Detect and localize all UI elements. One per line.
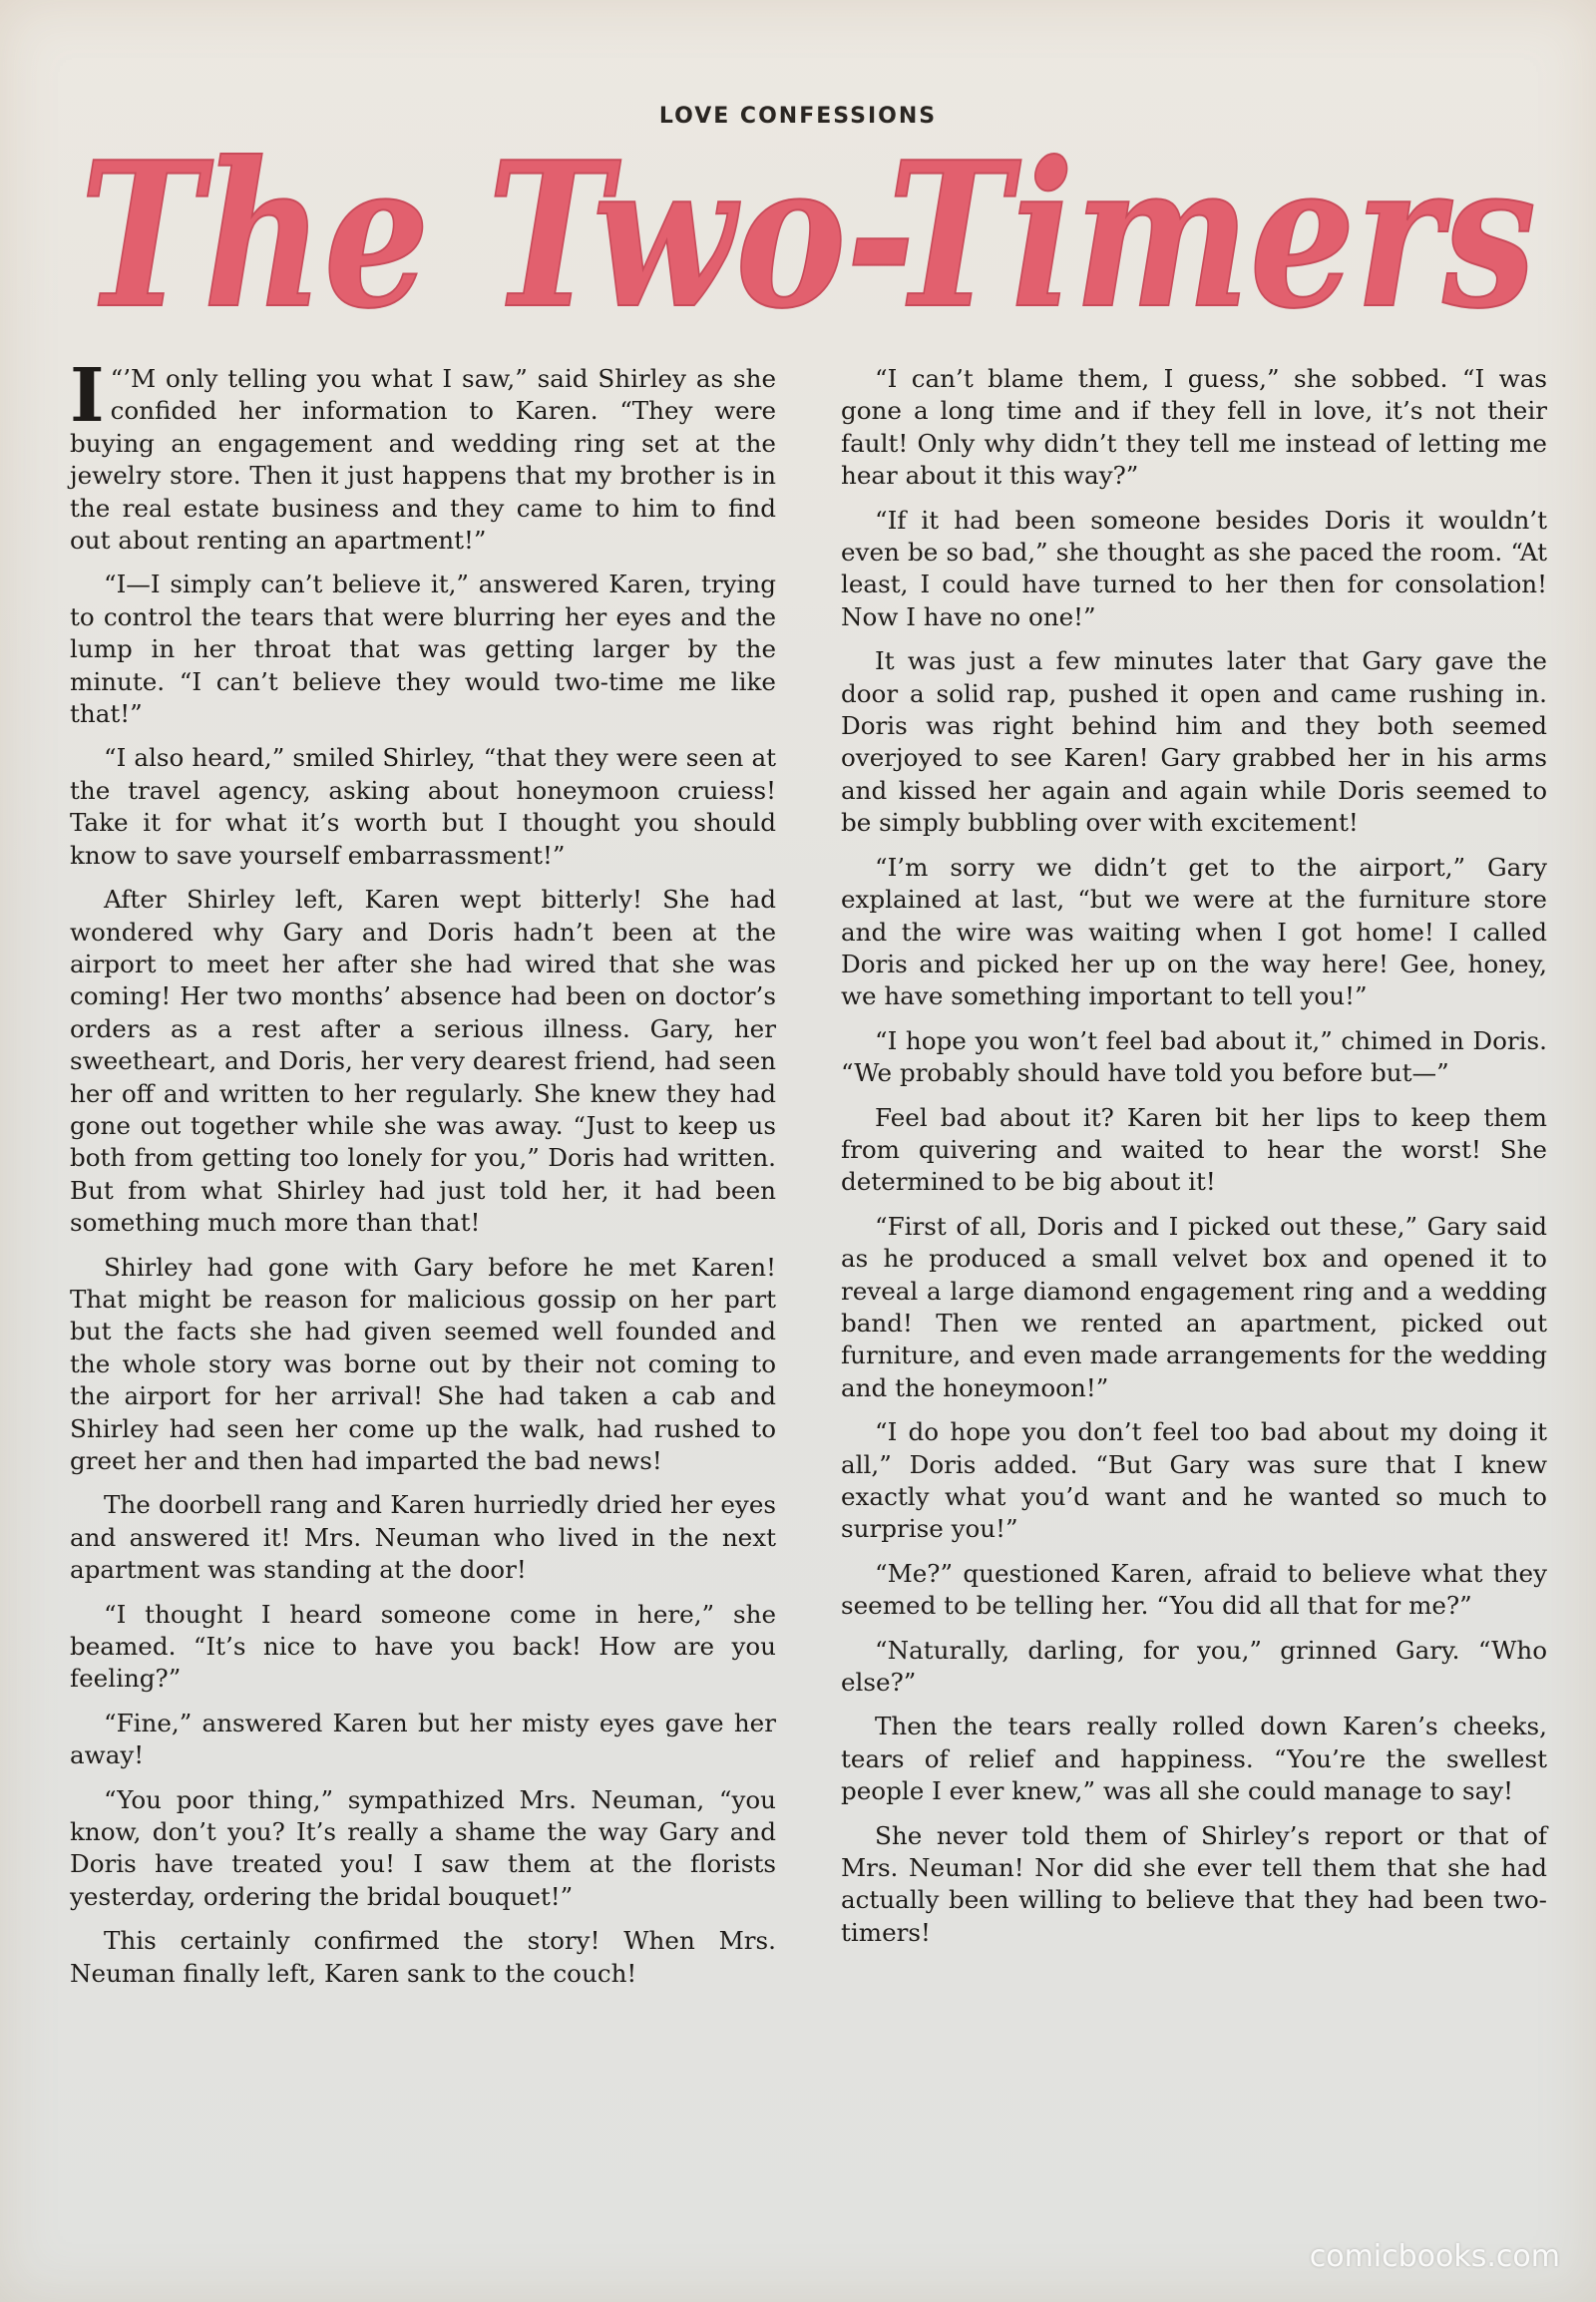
story-title (70, 116, 1546, 345)
drop-cap: I (70, 353, 105, 439)
article-paragraph: She never told them of Shirley’s report or that of Mrs. Neuman! Nor did she ever tell them that she had actually been willing to believe that they had been two-timers! (841, 1820, 1547, 1947)
article-paragraph: “If it had been someone besides Doris it wouldn’t even be so bad,” she thought as she paced the room. “At least, I could have turned to her then for consolation! Now I have no one!” (841, 505, 1547, 631)
article-column-right (841, 363, 1547, 1961)
article-paragraph: It was just a few minutes later that Gary gave the door a solid rap, pushed it open and came rushing in. Doris was right behind him and they both seemed overjoyed to see Karen! Gary grabbed her in his arms and kissed her again and again while Doris seemed to be simply bubbling over with excitement! (841, 646, 1547, 838)
article-paragraph: “ I ’M only telling you what I saw,” said Shirley as she confided her information to Karen. “They were buying an engagement and wedding ring set at the jewelry store. Then it just happens that my brother is in the real estate business and they came to him to find out about renting an apartment!” (70, 353, 776, 556)
article-paragraph: Then the tears really rolled down Karen’s cheeks, tears of relief and happiness. “You’re the swellest people I ever knew,” was all she could manage to say! (841, 1712, 1547, 1806)
article-paragraph: “I’m sorry we didn’t get to the airport,” Gary explained at last, “but we were at the furniture store and the wire was waiting when I got home! I called Doris and picked her up on the way here! Gee, honey, we have something important to tell you!” (841, 852, 1547, 1011)
article-paragraph: “I also heard,” smiled Shirley, “that they were seen at the travel agency, asking about honeymoon cruiess! Take it for what it’s worth but I thought you should know to save yourself embarrassment!” (70, 743, 776, 870)
article-column-left (70, 353, 776, 2002)
article-paragraph: Shirley had gone with Gary before he met Karen! That might be reason for malicious gossip on her part but the facts she had given seemed well founded and the whole story was borne out by their not coming to the airport for her arrival! She had taken a cab and Shirley had seen her come up the walk, had rushed to greet her and then had imparted the bad news! (70, 1252, 776, 1475)
article-paragraph: This certainly confirmed the story! When Mrs. Neuman finally left, Karen sank to the couch! (70, 1926, 776, 1988)
article-paragraph: “I thought I heard someone come in here,” she beamed. “It’s nice to have you back! How are you feeling?” (70, 1599, 776, 1694)
article-paragraph: After Shirley left, Karen wept bitterly! She had wondered why Gary and Doris hadn’t been at the airport to meet her after she had wired that she was coming! Her two months’ absence had been on doctor’s orders as a rest after a serious illness. Gary, her sweetheart, and Doris, her very dearest friend, had seen her off and written to her regularly. She knew they had gone out together while she was away. “Just to keep us both from getting too lonely for you,” Doris had written. But from what Shirley had just told her, it had been something much more than that! (70, 885, 776, 1238)
article-paragraph: The doorbell rang and Karen hurriedly dried her eyes and answered it! Mrs. Neuman who lived in the next apartment was standing at the door! (70, 1490, 776, 1585)
article-paragraph: Feel bad about it? Karen bit her lips to keep them from quivering and waited to hear the worst! She determined to be big about it! (841, 1102, 1547, 1197)
article-paragraph: “I can’t blame them, I guess,” she sobbed. “I was gone a long time and if they fell in love, it’s not their fault! Only why didn’t they tell me instead of letting me hear about it this way?” (841, 364, 1547, 491)
article-paragraph: “I hope you won’t feel bad about it,” chimed in Doris. “We probably should have told you before but—” (841, 1025, 1547, 1088)
article-paragraph: “First of all, Doris and I picked out these,” Gary said as he produced a small velvet box and opened it to reveal a large diamond engagement ring and a wedding band! Then we rented an apartment, picked out furniture, and even made arrangements for the wedding and the honeymoon!” (841, 1211, 1547, 1402)
article-paragraph: “Me?” questioned Karen, afraid to believe what they seemed to be telling her. “You did all that for me?” (841, 1558, 1547, 1621)
story-title-text: The Two-Timers (80, 119, 1536, 345)
article-paragraph: “I—I simply can’t believe it,” answered Karen, trying to control the tears that were blurring her eyes and the lump in her throat that was getting larger by the minute. “I can’t believe they would two-time me like that!” (70, 570, 776, 729)
watermark: comicbooks.com (1309, 2239, 1560, 2274)
article-paragraph: “Fine,” answered Karen but her misty eyes gave her away! (70, 1708, 776, 1770)
article-paragraph: “Naturally, darling, for you,” grinned Gary. “Who else?” (841, 1635, 1547, 1698)
article-paragraph: “You poor thing,” sympathized Mrs. Neuman, “you know, don’t you? It’s really a shame the way Gary and Doris have treated you! I saw them at the florists yesterday, ordering the bridal bouquet!” (70, 1784, 776, 1911)
running-head: LOVE CONFESSIONS (658, 104, 938, 129)
article-paragraph: “I do hope you don’t feel too bad about my doing it all,” Doris added. “But Gary was sure that I knew exactly what you’d want and he wanted so much to surprise you!” (841, 1417, 1547, 1544)
